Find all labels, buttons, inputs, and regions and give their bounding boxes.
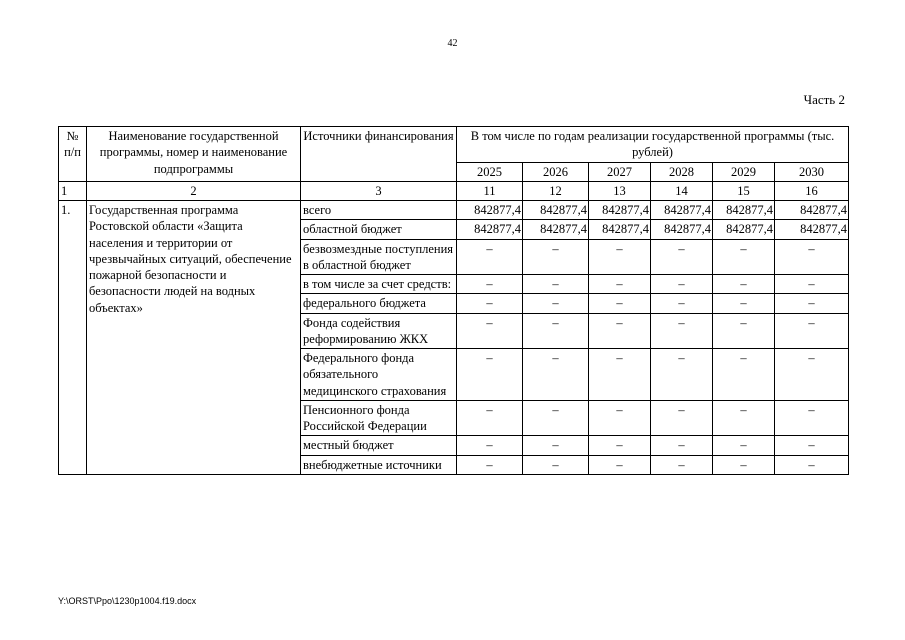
index-cell: 1 [59, 181, 87, 200]
year-value: 842877,4 [589, 201, 651, 220]
year-value: – [589, 275, 651, 294]
header-year: 2030 [775, 162, 849, 181]
year-value: – [589, 436, 651, 455]
year-value: – [589, 349, 651, 401]
year-value: – [457, 349, 523, 401]
funding-source: федерального бюджета [301, 294, 457, 313]
year-value: – [713, 239, 775, 275]
year-value: 842877,4 [713, 220, 775, 239]
funding-source: областной бюджет [301, 220, 457, 239]
year-value: 842877,4 [457, 220, 523, 239]
funding-source: Пенсионного фонда Российской Федерации [301, 400, 457, 436]
year-value: 842877,4 [713, 201, 775, 220]
year-value: – [713, 294, 775, 313]
table-row [59, 201, 849, 220]
year-value: – [775, 313, 849, 349]
year-value: – [523, 239, 589, 275]
funding-source: местный бюджет [301, 436, 457, 455]
year-value: – [523, 455, 589, 474]
index-row [59, 181, 849, 200]
year-value: – [651, 239, 713, 275]
funding-source: Федерального фонда обязательного медицинского страхования [301, 349, 457, 401]
year-value: – [713, 313, 775, 349]
year-value: – [651, 349, 713, 401]
year-value: – [523, 349, 589, 401]
header-year: 2026 [523, 162, 589, 181]
year-value: – [775, 275, 849, 294]
year-value: – [523, 436, 589, 455]
index-cell: 13 [589, 181, 651, 200]
header-row [59, 127, 849, 163]
year-value: – [589, 400, 651, 436]
year-value: – [775, 400, 849, 436]
header-years-group: В том числе по годам реализации государственной программы (тыс. рублей) [457, 127, 849, 163]
index-cell: 15 [713, 181, 775, 200]
index-cell: 2 [87, 181, 301, 200]
funding-source: внебюджетные источники [301, 455, 457, 474]
header-number: № п/п [59, 127, 87, 182]
header-sources: Источники финансирования [301, 127, 457, 182]
year-value: – [651, 313, 713, 349]
index-cell: 16 [775, 181, 849, 200]
year-value: – [457, 313, 523, 349]
year-value: 842877,4 [651, 220, 713, 239]
year-value: – [775, 294, 849, 313]
year-value: 842877,4 [775, 201, 849, 220]
year-value: – [457, 400, 523, 436]
year-value: – [775, 455, 849, 474]
year-value: – [713, 455, 775, 474]
funding-source: Фонда содействия реформированию ЖКХ [301, 313, 457, 349]
header-program-name: Наименование государственной программы, номер и наименование подпрограммы [87, 127, 301, 182]
year-value: – [713, 275, 775, 294]
index-cell: 3 [301, 181, 457, 200]
year-value: – [457, 239, 523, 275]
year-value: – [651, 400, 713, 436]
year-value: 842877,4 [523, 220, 589, 239]
year-value: – [457, 455, 523, 474]
year-value: – [457, 436, 523, 455]
year-value: – [589, 294, 651, 313]
header-year: 2029 [713, 162, 775, 181]
year-value: – [523, 294, 589, 313]
year-value: – [457, 275, 523, 294]
year-value: – [457, 294, 523, 313]
funding-source: всего [301, 201, 457, 220]
header-year: 2027 [589, 162, 651, 181]
funding-source: в том числе за счет средств: [301, 275, 457, 294]
year-value: – [713, 400, 775, 436]
financing-table [58, 126, 849, 475]
program-name: Государственная программа Ростовской области «Защита населения и территории от чрезвычайных ситуаций, обеспечение пожарной безопасности и безопасности людей на водных объектах» [87, 201, 301, 475]
year-value: 842877,4 [457, 201, 523, 220]
year-value: – [713, 436, 775, 455]
year-value: – [775, 239, 849, 275]
year-value: – [713, 349, 775, 401]
year-value: – [589, 239, 651, 275]
file-path-footer: Y:\ORST\Ppo\1230p1004.f19.docx [58, 596, 197, 606]
index-cell: 14 [651, 181, 713, 200]
page-number: 42 [447, 38, 458, 49]
year-value: – [651, 436, 713, 455]
year-value: 842877,4 [589, 220, 651, 239]
year-value: – [651, 455, 713, 474]
year-value: 842877,4 [775, 220, 849, 239]
year-value: – [651, 275, 713, 294]
year-value: 842877,4 [651, 201, 713, 220]
year-value: 842877,4 [523, 201, 589, 220]
year-value: – [523, 275, 589, 294]
part-label: Часть 2 [803, 92, 845, 107]
year-value: – [775, 436, 849, 455]
index-cell: 11 [457, 181, 523, 200]
program-number: 1. [59, 201, 87, 475]
header-year: 2028 [651, 162, 713, 181]
year-value: – [775, 349, 849, 401]
index-cell: 12 [523, 181, 589, 200]
header-year: 2025 [457, 162, 523, 181]
year-value: – [651, 294, 713, 313]
year-value: – [589, 455, 651, 474]
year-value: – [589, 313, 651, 349]
funding-source: безвозмездные поступления в областной бюджет [301, 239, 457, 275]
year-value: – [523, 313, 589, 349]
year-value: – [523, 400, 589, 436]
